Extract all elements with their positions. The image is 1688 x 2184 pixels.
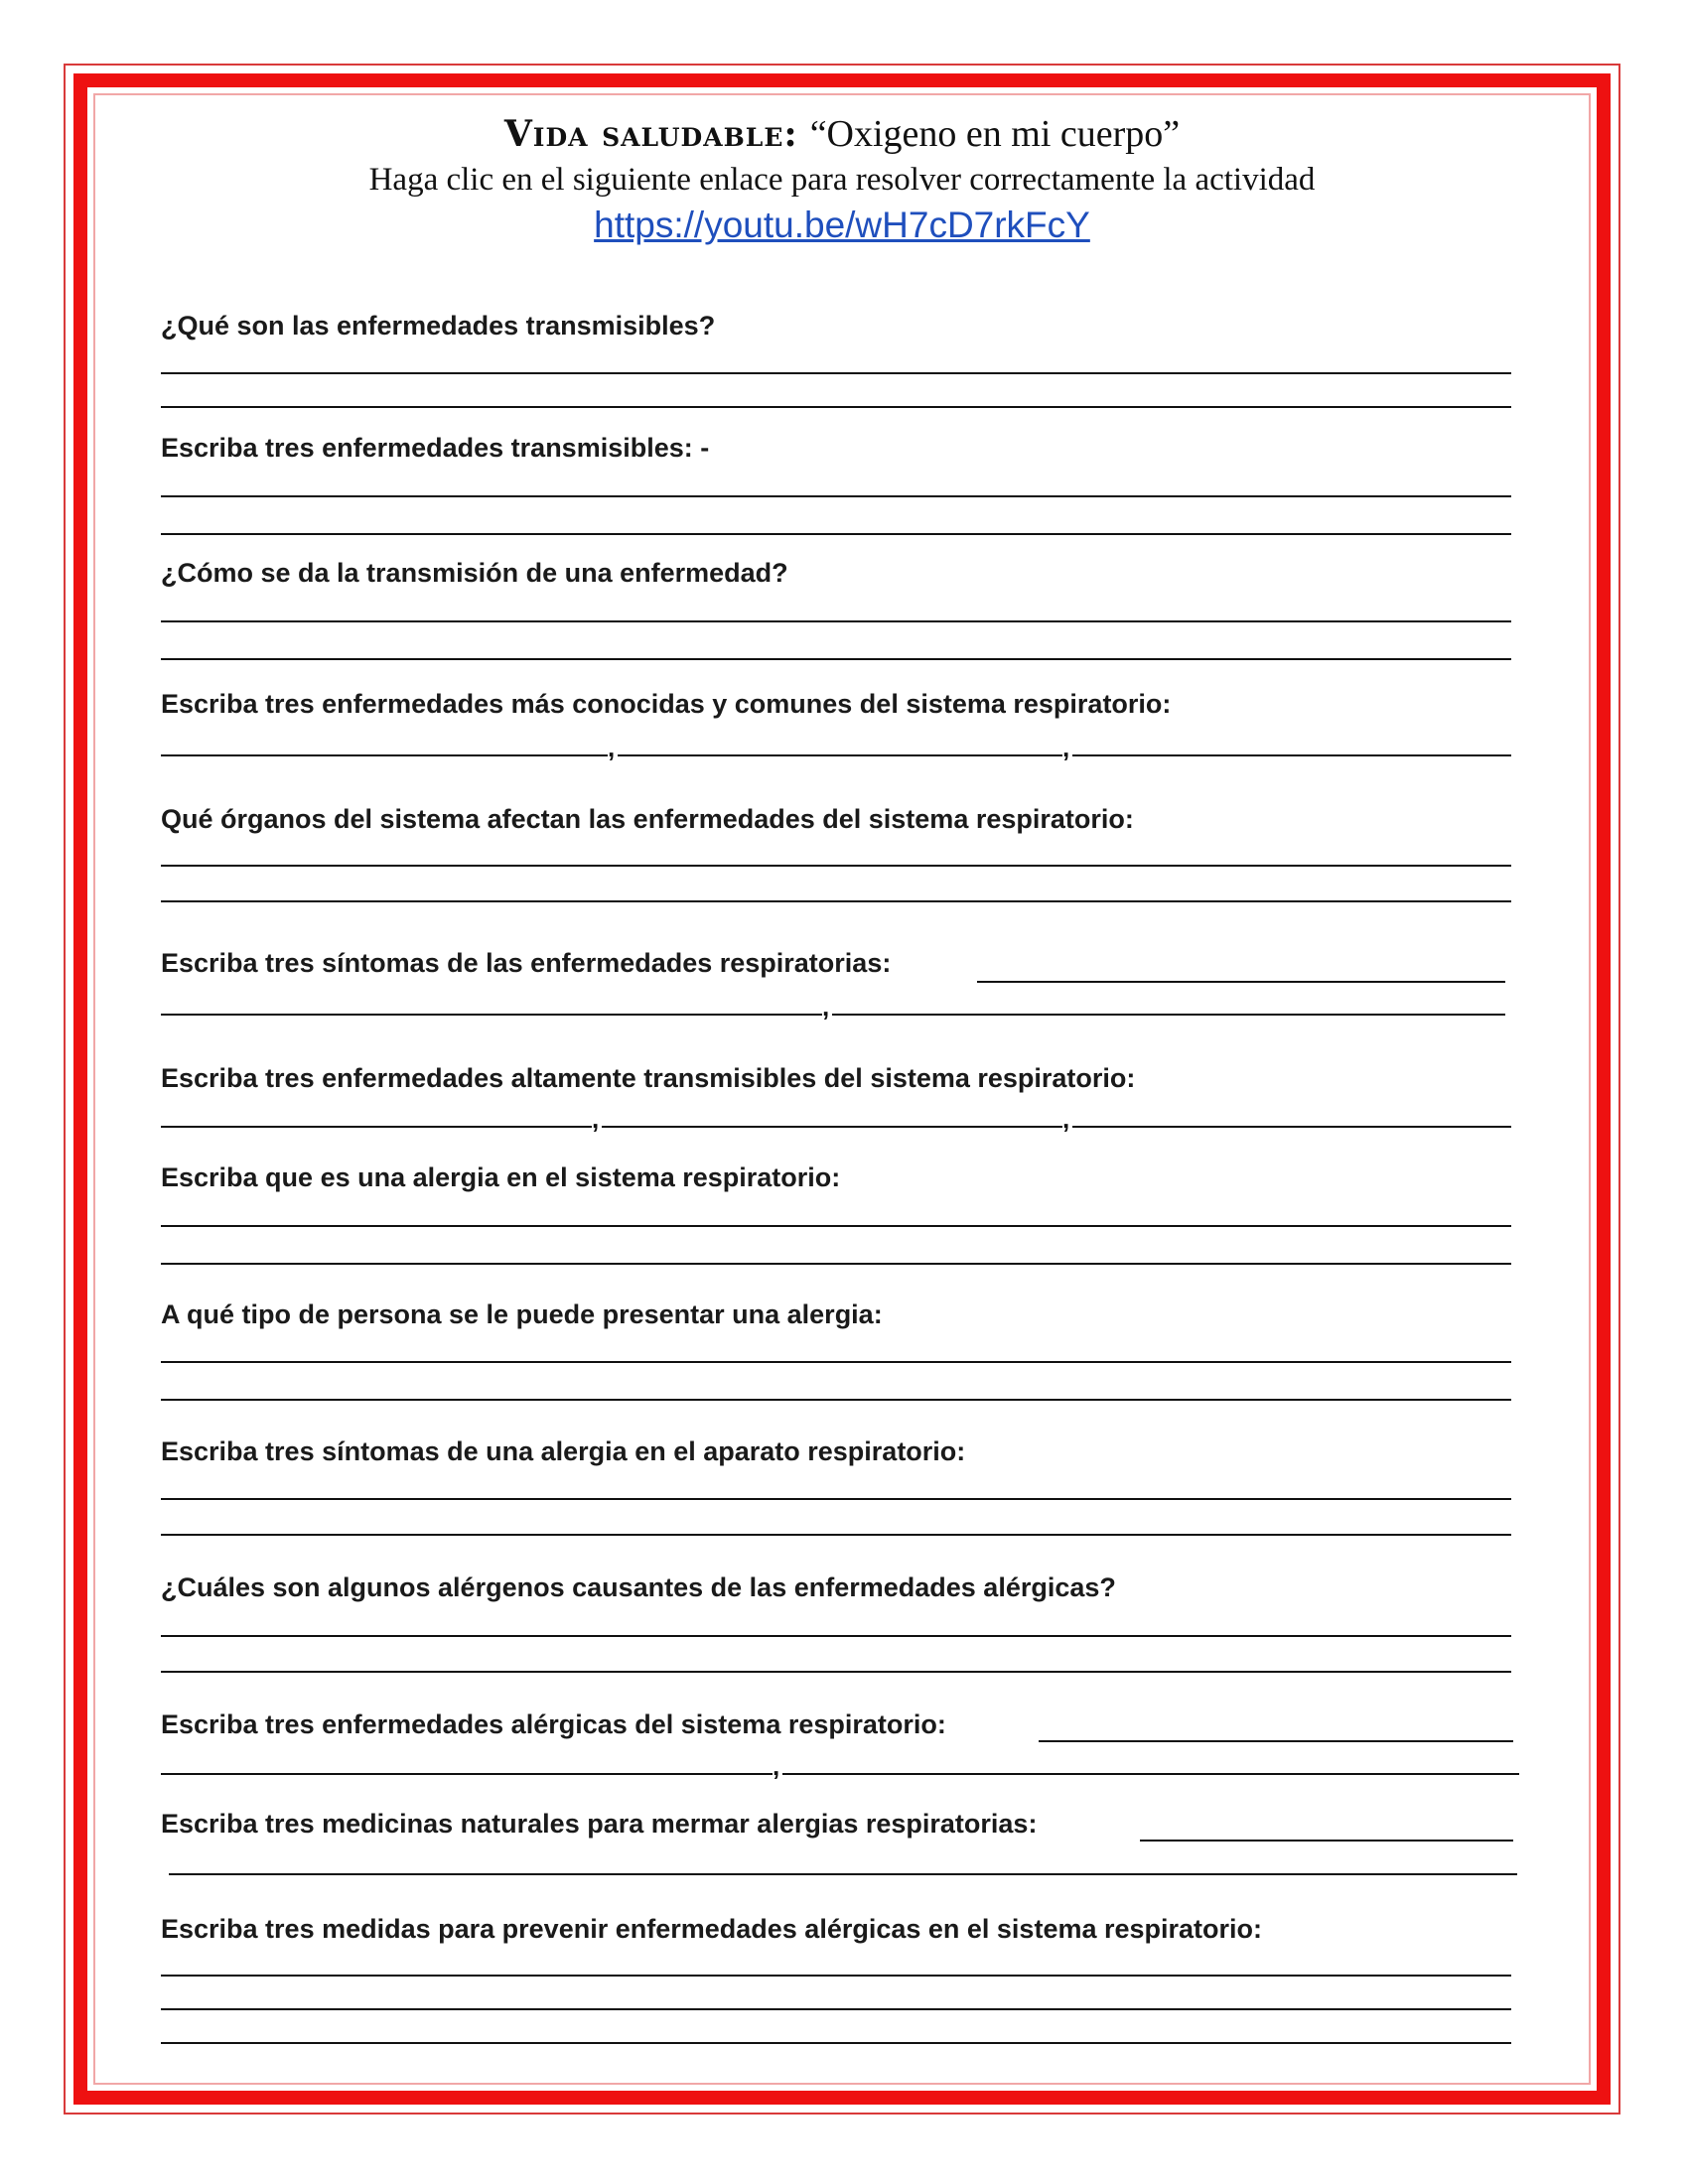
answer-line[interactable] bbox=[161, 372, 1511, 374]
answer-line[interactable] bbox=[161, 1975, 1511, 1977]
answer-blank-1[interactable] bbox=[161, 754, 608, 756]
question-8: Escriba que es una alergia en el sistema respiratorio: bbox=[161, 1162, 841, 1192]
answer-blank-3[interactable] bbox=[1072, 754, 1511, 756]
question-11: ¿Cuáles son algunos alérgenos causantes de las enfermedades alérgicas? bbox=[161, 1572, 1116, 1602]
answer-line[interactable] bbox=[161, 1498, 1511, 1500]
answer-blank-2[interactable] bbox=[161, 1773, 773, 1775]
answer-blank-2[interactable] bbox=[161, 1014, 822, 1016]
comma-separator: , bbox=[773, 1751, 780, 1781]
answer-blank-1[interactable] bbox=[161, 1126, 592, 1128]
answer-line[interactable] bbox=[161, 406, 1511, 408]
comma-separator: , bbox=[608, 733, 616, 762]
comma-separator: , bbox=[1062, 1104, 1070, 1134]
answer-line[interactable] bbox=[161, 1263, 1511, 1265]
answer-line[interactable] bbox=[161, 620, 1511, 622]
answer-line[interactable] bbox=[161, 1671, 1511, 1673]
answer-line[interactable] bbox=[169, 1873, 1517, 1875]
question-1: ¿Qué son las enfermedades transmisibles? bbox=[161, 311, 716, 341]
comma-separator: , bbox=[1062, 733, 1070, 762]
question-13: Escriba tres medicinas naturales para mermar alergias respiratorias: bbox=[161, 1809, 1038, 1839]
answer-blank-1[interactable] bbox=[1140, 1840, 1513, 1842]
answer-line[interactable] bbox=[161, 900, 1511, 902]
question-4: Escriba tres enfermedades más conocidas y comunes del sistema respiratorio: bbox=[161, 689, 1172, 719]
answer-line[interactable] bbox=[161, 1399, 1511, 1401]
answer-line[interactable] bbox=[161, 1534, 1511, 1536]
answer-line[interactable] bbox=[161, 1635, 1511, 1637]
answer-blank-1[interactable] bbox=[977, 981, 1505, 983]
question-2: Escriba tres enfermedades transmisibles: - bbox=[161, 433, 710, 463]
answer-line[interactable] bbox=[161, 1225, 1511, 1227]
question-12: Escriba tres enfermedades alérgicas del sistema respiratorio: bbox=[161, 1709, 946, 1739]
question-9: A qué tipo de persona se le puede presentar una alergia: bbox=[161, 1299, 883, 1329]
worksheet-header bbox=[93, 111, 1591, 249]
video-link[interactable]: https://youtu.be/wH7cD7rkFcY bbox=[594, 205, 1090, 245]
answer-blank-1[interactable] bbox=[1039, 1740, 1513, 1742]
answer-line[interactable] bbox=[161, 865, 1511, 867]
title-text: “Oxigeno en mi cuerpo” bbox=[809, 113, 1181, 155]
question-3: ¿Cómo se da la transmisión de una enfermedad? bbox=[161, 558, 788, 588]
answer-blank-3[interactable] bbox=[1072, 1126, 1511, 1128]
worksheet-title bbox=[93, 111, 1591, 158]
answer-line[interactable] bbox=[161, 2042, 1511, 2044]
question-10: Escriba tres síntomas de una alergia en el aparato respiratorio: bbox=[161, 1436, 966, 1466]
comma-separator: , bbox=[822, 992, 830, 1022]
question-14: Escriba tres medidas para prevenir enfermedades alérgicas en el sistema respiratorio: bbox=[161, 1914, 1263, 1944]
answer-line[interactable] bbox=[161, 495, 1511, 497]
comma-separator: , bbox=[592, 1104, 600, 1134]
answer-blank-2[interactable] bbox=[602, 1126, 1062, 1128]
question-5: Qué órganos del sistema afectan las enfermedades del sistema respiratorio: bbox=[161, 804, 1134, 834]
question-6: Escriba tres síntomas de las enfermedades respiratorias: bbox=[161, 948, 892, 978]
question-7: Escriba tres enfermedades altamente transmisibles del sistema respiratorio: bbox=[161, 1063, 1136, 1093]
answer-line[interactable] bbox=[161, 533, 1511, 535]
answer-line[interactable] bbox=[161, 1361, 1511, 1363]
answer-blank-3[interactable] bbox=[832, 1014, 1505, 1016]
title-label: Vida saludable: bbox=[503, 113, 798, 155]
answer-line[interactable] bbox=[161, 658, 1511, 660]
answer-blank-2[interactable] bbox=[618, 754, 1062, 756]
answer-blank-3[interactable] bbox=[782, 1773, 1519, 1775]
answer-line[interactable] bbox=[161, 2008, 1511, 2010]
instruction-text: Haga clic en el siguiente enlace para resolver correctamente la actividad bbox=[368, 162, 1316, 198]
